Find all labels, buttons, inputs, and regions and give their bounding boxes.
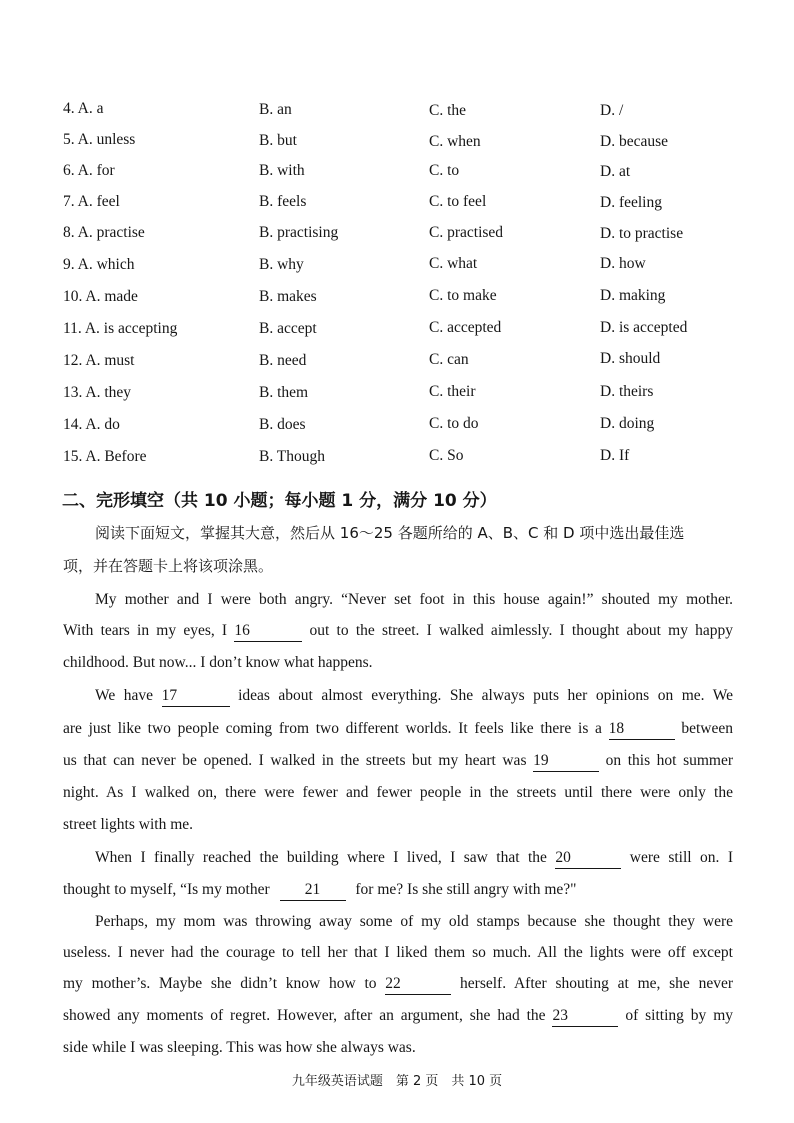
passage-text: We have: [95, 687, 154, 704]
option-c: C. So: [429, 447, 464, 464]
option-b: B. with: [259, 162, 305, 179]
passage-text: between: [681, 720, 734, 737]
passage-text: are just like two people coming from two different worlds. It feels like there is a: [63, 720, 602, 737]
passage-line: [95, 683, 733, 709]
option-a: 6. A. for: [63, 162, 115, 179]
blank-20: 20: [555, 848, 621, 869]
passage-line: childhood. But now... I don’t know what happens.: [63, 654, 373, 671]
section-title: 二、完形填空（共 10 小题；每小题 1 分，满分 10 分）: [62, 491, 497, 511]
passage-text: us that can never be opened. I walked in the streets but my heart was: [63, 752, 527, 769]
passage-text: ideas about almost everything. She always puts her opinions on me. We: [238, 687, 734, 704]
blank-21: 21: [280, 880, 346, 901]
option-d: D. should: [600, 350, 661, 367]
option-row: [0, 256, 794, 282]
option-d: D. is accepted: [600, 319, 688, 336]
option-row: [0, 162, 794, 188]
option-a: 12. A. must: [63, 352, 135, 369]
option-a: 13. A. they: [63, 384, 132, 401]
option-c: C. to: [429, 162, 460, 179]
blank-16: 16: [234, 621, 302, 642]
blank-23: 23: [552, 1006, 618, 1027]
passage-line: My mother and I were both angry. “Never set foot in this house again!” shouted my mother.: [95, 591, 733, 608]
option-b: B. does: [259, 416, 306, 433]
blank-18: 18: [609, 719, 675, 740]
option-d: D. theirs: [600, 383, 654, 400]
option-b: B. accept: [259, 320, 317, 337]
option-b: B. need: [259, 352, 307, 369]
passage-text: herself. After shouting at me, she never: [460, 975, 733, 992]
option-row: [0, 416, 794, 442]
option-b: B. but: [259, 132, 297, 149]
option-a: 8. A. practise: [63, 224, 145, 241]
option-c: C. their: [429, 383, 476, 400]
passage-line: useless. I never had the courage to tell her that I liked them so much. All the lights were off except: [63, 944, 733, 961]
option-d: D. feeling: [600, 194, 662, 211]
option-a: 4. A. a: [63, 100, 104, 117]
option-c: C. to do: [429, 415, 479, 432]
passage-text: on this hot summer: [605, 752, 734, 769]
passage-text: out to the street. I walked aimlessly. I thought about my happy: [309, 622, 734, 639]
passage-line: [63, 618, 733, 644]
blank-22: 22: [385, 974, 451, 995]
option-row: [0, 131, 794, 157]
option-b: B. why: [259, 256, 304, 273]
option-a: 10. A. made: [63, 288, 138, 305]
blank-17: 17: [162, 686, 230, 707]
option-c: C. practised: [429, 224, 504, 241]
page-footer: 九年级英语试题 第 2 页 共 10 页: [291, 1074, 503, 1089]
passage-line: night. As I walked on, there were fewer and fewer people in the streets until there were only the: [63, 784, 733, 801]
passage-line: [95, 845, 733, 871]
option-a: 11. A. is accepting: [63, 320, 178, 337]
passage-text: my mother’s. Maybe she didn’t know how to: [63, 975, 377, 992]
option-b: B. makes: [259, 288, 317, 305]
passage-text: With tears in my eyes, I: [63, 622, 228, 639]
option-c: C. to make: [429, 287, 497, 304]
option-c: C. accepted: [429, 319, 502, 336]
instruction-line: 项，并在答题卡上将该项涂黑。: [63, 557, 274, 575]
option-row: [0, 320, 794, 346]
option-b: B. practising: [259, 224, 339, 241]
option-c: C. to feel: [429, 193, 487, 210]
option-d: D. at: [600, 163, 631, 180]
option-d: D. making: [600, 287, 666, 304]
passage-text: of sitting by my: [625, 1007, 734, 1024]
passage-text: for me? Is she still angry with me?": [355, 881, 577, 898]
option-row: [0, 224, 794, 250]
option-b: B. Though: [259, 448, 326, 465]
passage-text: thought to myself, “Is my mother: [63, 881, 270, 898]
option-c: C. when: [429, 133, 481, 150]
option-row: [0, 100, 794, 126]
option-a: 15. A. Before: [63, 448, 147, 465]
option-row: [0, 193, 794, 219]
option-d: D. because: [600, 133, 668, 150]
passage-line: [63, 1003, 733, 1029]
option-c: C. the: [429, 102, 467, 119]
option-b: B. an: [259, 101, 292, 118]
passage-line: [63, 877, 733, 903]
passage-line: [63, 748, 733, 774]
blank-19: 19: [533, 751, 599, 772]
passage-text: were still on. I: [629, 849, 733, 866]
option-row: [0, 352, 794, 378]
option-d: D. doing: [600, 415, 655, 432]
passage-line: [63, 971, 733, 997]
option-d: D. how: [600, 255, 646, 272]
option-row: [0, 384, 794, 410]
passage-line: [63, 716, 733, 742]
option-c: C. can: [429, 351, 469, 368]
passage-line: Perhaps, my mom was throwing away some of my old stamps because she thought they were: [95, 913, 733, 930]
option-a: 5. A. unless: [63, 131, 136, 148]
option-d: D. to practise: [600, 225, 684, 242]
instruction-line: 阅读下面短文，掌握其大意，然后从 16～25 各题所给的 A、B、C 和 D 项中选出最佳选: [95, 524, 685, 542]
option-row: [0, 448, 794, 474]
option-row: [0, 288, 794, 314]
option-b: B. feels: [259, 193, 307, 210]
option-a: 9. A. which: [63, 256, 135, 273]
passage-text: When I finally reached the building where I lived, I saw that the: [95, 849, 547, 866]
option-a: 14. A. do: [63, 416, 120, 433]
option-b: B. them: [259, 384, 309, 401]
option-d: D. If: [600, 447, 630, 464]
option-c: C. what: [429, 255, 478, 272]
passage-text: showed any moments of regret. However, after an argument, she had the: [63, 1007, 546, 1024]
passage-line: side while I was sleeping. This was how she always was.: [63, 1039, 416, 1056]
passage-line: street lights with me.: [63, 816, 194, 833]
option-a: 7. A. feel: [63, 193, 120, 210]
option-d: D. /: [600, 102, 624, 119]
